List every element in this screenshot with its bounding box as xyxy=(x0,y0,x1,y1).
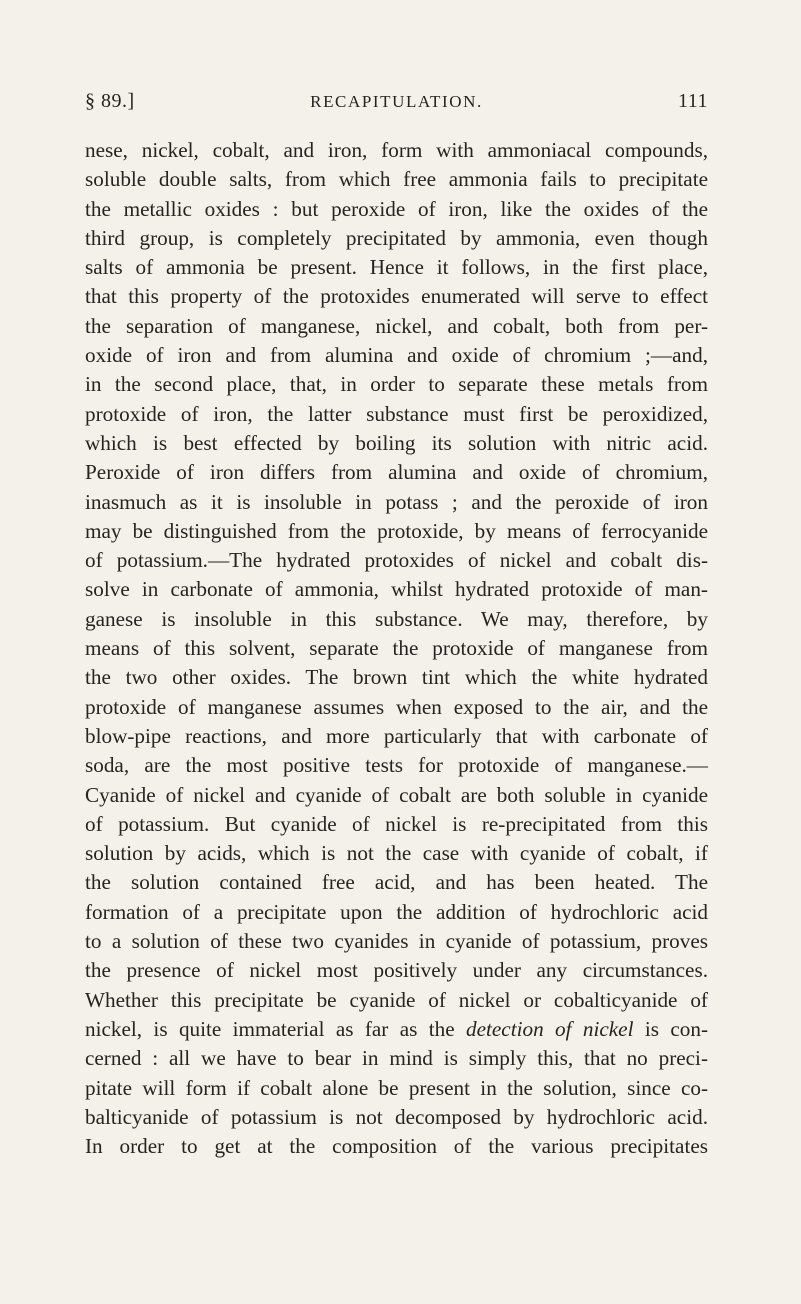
line-text-before: nickel, is quite immaterial as far as the xyxy=(85,1016,455,1041)
text-line: formation of a precipitate upon the addition of hydrochloric acid xyxy=(85,899,708,924)
line-text-after: is con- xyxy=(644,1016,709,1041)
text-line: the metallic oxides : but peroxide of iron, like the oxides of the xyxy=(85,196,708,221)
text-line: protoxide of iron, the latter substance must first be peroxidized, xyxy=(85,401,708,426)
section-marker: § 89.] xyxy=(85,90,135,112)
text-line: nese, nickel, cobalt, and iron, form with ammoniacal compounds, xyxy=(85,138,708,162)
text-line: means of this solvent, separate the protoxide of manganese from xyxy=(85,636,708,661)
text-line: salts of ammonia be present. Hence it follows, in the first place, xyxy=(85,255,708,280)
text-line: which is best effected by boiling its solution with nitric acid. xyxy=(85,430,708,455)
text-line: the presence of nickel most positively under any circumstances. xyxy=(85,958,708,983)
text-line: Peroxide of iron differs from alumina and oxide of chromium, xyxy=(85,460,708,485)
text-line: ganese is insoluble in this substance. We may, therefore, by xyxy=(85,606,708,631)
text-line: of potassium.—The hydrated protoxides of nickel and cobalt dis- xyxy=(85,548,708,573)
text-line: may be distinguished from the protoxide, by means of ferrocyanide xyxy=(85,518,708,543)
text-line-with-emphasis xyxy=(85,1015,708,1044)
text-line: Whether this precipitate be cyanide of nickel or cobalticyanide of xyxy=(85,987,708,1012)
text-line: in the second place, that, in order to separate these metals from xyxy=(85,372,708,397)
text-line: soluble double salts, from which free ammonia fails to precipitate xyxy=(85,167,708,192)
text-line: In order to get at the composition of the various precipitates xyxy=(85,1134,708,1159)
text-line: the separation of manganese, nickel, and cobalt, both from per- xyxy=(85,313,708,338)
text-line: that this property of the protoxides enumerated will serve to effect xyxy=(85,284,708,309)
page-number: 111 xyxy=(677,90,708,112)
text-line: Cyanide of nickel and cyanide of cobalt are both soluble in cyanide xyxy=(85,782,708,807)
text-line: pitate will form if cobalt alone be present in the solution, since co- xyxy=(85,1075,708,1100)
text-line: blow-pipe reactions, and more particularly that with carbonate of xyxy=(85,723,708,748)
text-line: solution by acids, which is not the case with cyanide of cobalt, if xyxy=(85,841,708,866)
text-line: inasmuch as it is insoluble in potass ; and the peroxide of iron xyxy=(85,489,708,514)
text-line: the solution contained free acid, and has been heated. The xyxy=(85,870,708,895)
text-line: soda, are the most positive tests for protoxide of manganese.— xyxy=(85,753,708,778)
text-line: cerned : all we have to bear in mind is simply this, that no preci- xyxy=(85,1046,708,1071)
emphasis-detection-of-nickel: detection of nickel xyxy=(466,1016,634,1041)
text-line: protoxide of manganese assumes when exposed to the air, and the xyxy=(85,694,708,719)
running-head xyxy=(85,90,708,120)
text-line: the two other oxides. The brown tint which the white hydrated xyxy=(85,665,708,690)
text-line: of potassium. But cyanide of nickel is re-precipitated from this xyxy=(85,811,708,836)
body-text xyxy=(85,136,708,1161)
text-line: to a solution of these two cyanides in cyanide of potassium, proves xyxy=(85,929,708,954)
text-line: third group, is completely precipitated by ammonia, even though xyxy=(85,225,708,250)
page-title: RECAPITULATION. xyxy=(310,92,483,111)
text-line: oxide of iron and from alumina and oxide of chromium ;—and, xyxy=(85,343,708,368)
text-line: solve in carbonate of ammonia, whilst hydrated protoxide of man- xyxy=(85,577,708,602)
text-line: balticyanide of potassium is not decomposed by hydrochloric acid. xyxy=(85,1104,708,1129)
